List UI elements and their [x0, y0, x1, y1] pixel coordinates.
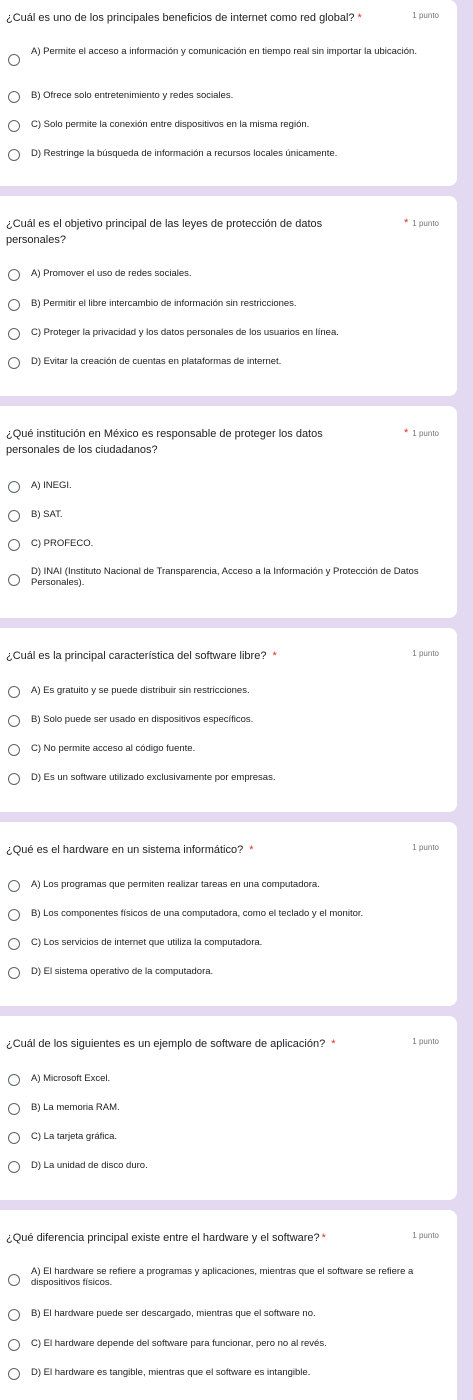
- question-header: [0, 1036, 457, 1052]
- required-asterisk: *: [249, 844, 254, 856]
- radio-button[interactable]: [8, 357, 20, 369]
- radio-button[interactable]: [8, 715, 20, 727]
- radio-button[interactable]: [8, 744, 20, 756]
- option-b[interactable]: [8, 90, 437, 103]
- radio-button[interactable]: [8, 1161, 20, 1173]
- option-a[interactable]: [8, 480, 437, 493]
- radio-button[interactable]: [8, 1274, 20, 1286]
- radio-button[interactable]: [8, 539, 20, 551]
- question-card-3: [0, 406, 457, 618]
- option-label: C) Solo permite la conexión entre dispositivos en la misma región.: [31, 119, 310, 130]
- option-label: D) Restringe la búsqueda de información a recursos locales únicamente.: [31, 148, 338, 159]
- option-label: B) SAT.: [31, 509, 63, 520]
- question-header: [0, 216, 457, 248]
- required-asterisk: *: [404, 217, 409, 229]
- option-b[interactable]: [8, 714, 437, 727]
- question-card-2: [0, 196, 457, 396]
- option-b[interactable]: [8, 1308, 437, 1321]
- points-label: 1 punto: [412, 843, 439, 852]
- option-d[interactable]: [8, 566, 437, 588]
- option-label: A) Microsoft Excel.: [31, 1073, 111, 1084]
- option-d[interactable]: [8, 1160, 437, 1173]
- question-title: ¿Qué institución en México es responsable de proteger los datos personales de los ciudadanos?: [6, 428, 323, 456]
- required-asterisk: *: [321, 1232, 326, 1244]
- option-label: A) Es gratuito y se puede distribuir sin restricciones.: [31, 685, 250, 696]
- option-label: A) Los programas que permiten realizar tareas en una computadora.: [31, 879, 320, 890]
- radio-button[interactable]: [8, 574, 20, 586]
- radio-button[interactable]: [8, 909, 20, 921]
- option-c[interactable]: [8, 743, 437, 756]
- radio-button[interactable]: [8, 938, 20, 950]
- option-a[interactable]: [8, 268, 437, 281]
- question-header: [0, 1230, 457, 1246]
- option-a[interactable]: [8, 879, 437, 892]
- radio-button[interactable]: [8, 686, 20, 698]
- points-label: * 1 punto: [404, 217, 439, 229]
- question-card-6: [0, 1016, 457, 1200]
- option-label: C) El hardware depende del software para funcionar, pero no al revés.: [31, 1338, 327, 1349]
- radio-button[interactable]: [8, 510, 20, 522]
- option-label: D) La unidad de disco duro.: [31, 1160, 148, 1171]
- points-label: * 1 punto: [404, 427, 439, 439]
- option-label: B) La memoria RAM.: [31, 1102, 120, 1113]
- question-title: ¿Qué diferencia principal existe entre el hardware y el software? *: [6, 1232, 326, 1244]
- option-d[interactable]: [8, 966, 437, 979]
- question-card-4: [0, 628, 457, 812]
- radio-button[interactable]: [8, 1368, 20, 1380]
- option-b[interactable]: [8, 509, 437, 522]
- radio-button[interactable]: [8, 54, 20, 66]
- radio-button[interactable]: [8, 328, 20, 340]
- option-label: C) PROFECO.: [31, 538, 94, 549]
- radio-button[interactable]: [8, 1309, 20, 1321]
- radio-button[interactable]: [8, 269, 20, 281]
- radio-button[interactable]: [8, 1103, 20, 1115]
- question-title: ¿Cuál es el objetivo principal de las leyes de protección de datos personales?: [6, 218, 323, 246]
- points-label: 1 punto: [412, 649, 439, 658]
- option-c[interactable]: [8, 1131, 437, 1144]
- points-label: 1 punto: [412, 1231, 439, 1240]
- option-label: B) Permitir el libre intercambio de información sin restricciones.: [31, 298, 297, 309]
- option-label: D) El hardware es tangible, mientras que el software es intangible.: [31, 1367, 311, 1378]
- radio-button[interactable]: [8, 1132, 20, 1144]
- option-label: C) La tarjeta gráfica.: [31, 1131, 118, 1142]
- required-asterisk: *: [331, 1038, 336, 1050]
- option-d[interactable]: [8, 356, 437, 369]
- radio-button[interactable]: [8, 773, 20, 785]
- required-asterisk: *: [404, 427, 409, 439]
- option-label: C) Los servicios de internet que utiliza la computadora.: [31, 937, 263, 948]
- option-label: C) No permite acceso al código fuente.: [31, 743, 196, 754]
- option-a[interactable]: [8, 1073, 437, 1086]
- option-label: C) Proteger la privacidad y los datos personales de los usuarios en línea.: [31, 327, 339, 338]
- required-asterisk: *: [357, 12, 362, 24]
- option-c[interactable]: [8, 538, 437, 551]
- option-b[interactable]: [8, 1102, 437, 1115]
- option-label: B) Solo puede ser usado en dispositivos específicos.: [31, 714, 254, 725]
- radio-button[interactable]: [8, 481, 20, 493]
- option-label: B) El hardware puede ser descargado, mientras que el software no.: [31, 1308, 316, 1319]
- radio-button[interactable]: [8, 1074, 20, 1086]
- option-d[interactable]: [8, 148, 437, 161]
- question-card-7: [0, 1210, 457, 1400]
- option-label: A) Permite el acceso a información y comunicación en tiempo real sin importar la ubicación.: [31, 46, 417, 57]
- option-c[interactable]: [8, 1338, 437, 1351]
- radio-button[interactable]: [8, 1339, 20, 1351]
- question-card-5: [0, 822, 457, 1006]
- question-title: ¿Qué es el hardware en un sistema informático? *: [6, 844, 254, 856]
- radio-button[interactable]: [8, 967, 20, 979]
- required-asterisk: *: [272, 650, 277, 662]
- option-b[interactable]: [8, 908, 437, 921]
- option-c[interactable]: [8, 327, 437, 340]
- option-label: A) Promover el uso de redes sociales.: [31, 268, 192, 279]
- radio-button[interactable]: [8, 91, 20, 103]
- radio-button[interactable]: [8, 149, 20, 161]
- option-d[interactable]: [8, 772, 437, 785]
- option-label: D) Evitar la creación de cuentas en plataformas de internet.: [31, 356, 282, 367]
- option-label: A) INEGI.: [31, 480, 72, 491]
- radio-button[interactable]: [8, 120, 20, 132]
- option-a[interactable]: [8, 46, 437, 66]
- question-title: ¿Cuál de los siguientes es un ejemplo de software de aplicación? *: [6, 1038, 336, 1050]
- option-label: D) El sistema operativo de la computadora.: [31, 966, 214, 977]
- question-card-1: [0, 0, 457, 186]
- option-label: B) Los componentes físicos de una computadora, como el teclado y el monitor.: [31, 908, 364, 919]
- option-d[interactable]: [8, 1367, 437, 1380]
- radio-button[interactable]: [8, 299, 20, 311]
- option-label: B) Ofrece solo entretenimiento y redes sociales.: [31, 90, 234, 101]
- radio-button[interactable]: [8, 880, 20, 892]
- option-a[interactable]: [8, 1266, 437, 1288]
- question-title: ¿Cuál es uno de los principales beneficios de internet como red global? *: [6, 12, 362, 24]
- question-header: [0, 426, 457, 458]
- option-c[interactable]: [8, 119, 437, 132]
- question-header: [0, 648, 457, 664]
- question-header: [0, 10, 457, 26]
- option-label: A) El hardware se refiere a programas y aplicaciones, mientras que el software se refiere a dispositivos físicos.: [31, 1266, 414, 1288]
- option-c[interactable]: [8, 937, 437, 950]
- question-header: [0, 842, 457, 858]
- points-label: 1 punto: [412, 11, 439, 20]
- option-label: D) INAI (Instituto Nacional de Transparencia, Acceso a la Información y Protección de Datos Personales).: [31, 566, 419, 588]
- option-b[interactable]: [8, 298, 437, 311]
- option-a[interactable]: [8, 685, 437, 698]
- option-label: D) Es un software utilizado exclusivamente por empresas.: [31, 772, 276, 783]
- points-label: 1 punto: [412, 1037, 439, 1046]
- question-title: ¿Cuál es la principal característica del software libre? *: [6, 650, 277, 662]
